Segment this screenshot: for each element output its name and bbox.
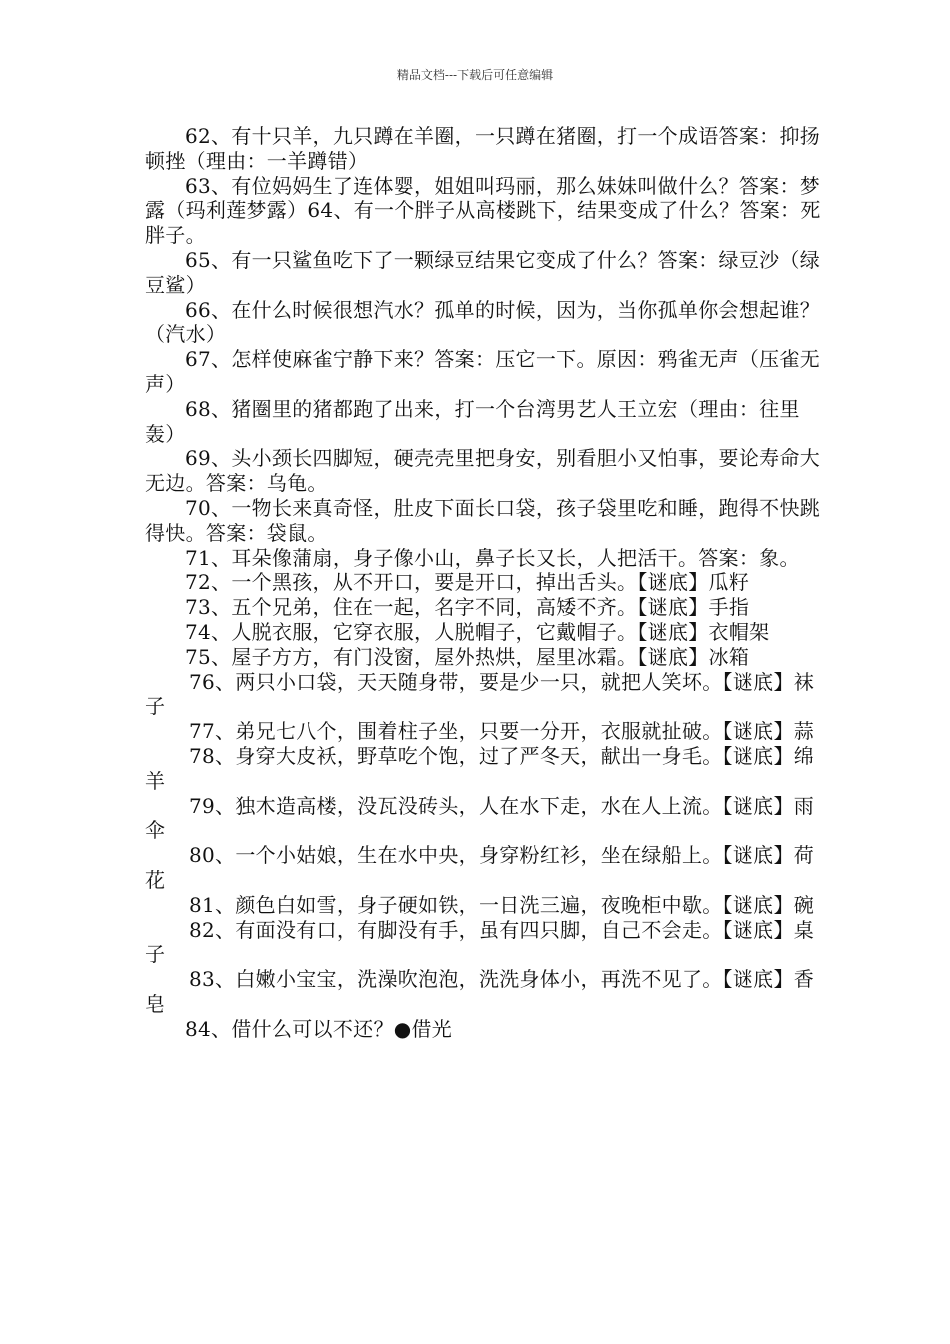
riddle-paragraph: 71、耳朵像蒲扇，身子像小山，鼻子长又长，人把活干。答案：象。 — [185, 545, 800, 570]
riddle-paragraph: 80、一个小姑娘，生在水中央，身穿粉红衫，坐在绿船上。【谜底】荷花 — [145, 843, 815, 892]
riddle-paragraph: 74、人脱衣服，它穿衣服，人脱帽子，它戴帽子。【谜底】衣帽架 — [185, 619, 770, 644]
page-header: 精品文档---下载后可任意编辑 — [396, 68, 554, 82]
riddle-paragraph: 62、有十只羊，九只蹲在羊圈，一只蹲在猪圈，打一个成语答案：抑扬顿挫（理由：一羊蹲错） — [145, 124, 821, 173]
riddle-paragraph: 82、有面没有口，有脚没有手，虽有四只脚，自己不会走。【谜底】桌子 — [145, 917, 815, 967]
riddle-paragraph: 84、借什么可以不还？●借光 — [185, 1016, 453, 1041]
riddle-paragraph: 83、白嫩小宝宝，洗澡吹泡泡，洗洗身体小，再洗不见了。【谜底】香皂 — [145, 967, 815, 1016]
riddle-paragraph: 63、有位妈妈生了连体婴，姐姐叫玛丽，那么妹妹叫做什么？答案：梦露（玛利莲梦露）64、有一个胖子从高楼跳下，结果变成了什么？答案：死胖子。 — [145, 173, 821, 248]
document-body — [145, 124, 825, 1041]
riddle-paragraph: 67、怎样使麻雀宁静下来？答案：压它一下。原因：鸦雀无声（压雀无声） — [145, 347, 821, 396]
riddle-paragraph: 77、弟兄七八个，围着柱子坐，只要一分开，衣服就扯破。【谜底】蒜 — [189, 719, 815, 744]
riddle-paragraph: 70、一物长来真奇怪，肚皮下面长口袋，孩子袋里吃和睡，跑得不快跳得快。答案：袋鼠。 — [145, 495, 821, 545]
riddle-paragraph: 72、一个黑孩，从不开口，要是开口，掉出舌头。【谜底】瓜籽 — [185, 570, 750, 595]
riddle-paragraph: 78、身穿大皮袄，野草吃个饱，过了严冬天，献出一身毛。【谜底】绵羊 — [145, 743, 815, 793]
riddle-paragraph: 65、有一只鲨鱼吃下了一颗绿豆结果它变成了什么？答案：绿豆沙（绿豆鲨） — [145, 247, 821, 297]
riddle-paragraph: 75、屋子方方，有门没窗，屋外热烘，屋里冰霜。【谜底】冰箱 — [185, 644, 750, 669]
riddle-paragraph: 81、颜色白如雪，身子硬如铁，一日洗三遍，夜晚柜中歇。【谜底】碗 — [189, 892, 815, 917]
riddle-paragraph: 68、猪圈里的猪都跑了出来，打一个台湾男艺人王立宏（理由：往里轰） — [145, 396, 800, 446]
riddle-paragraph: 79、独木造高楼，没瓦没砖头，人在水下走，水在人上流。【谜底】雨伞 — [145, 793, 815, 843]
riddle-paragraph: 66、在什么时候很想汽水？孤单的时候，因为，当你孤单你会想起谁？（汽水） — [145, 297, 821, 347]
riddle-paragraph: 69、头小颈长四脚短，硬壳壳里把身安，别看胆小又怕事，要论寿命大无边。答案：乌龟。 — [145, 446, 821, 496]
riddle-paragraph: 76、两只小口袋，天天随身带，要是少一只，就把人笑坏。【谜底】袜子 — [145, 669, 815, 719]
riddle-paragraph: 73、五个兄弟，住在一起，名字不同，高矮不齐。【谜底】手指 — [185, 595, 750, 620]
